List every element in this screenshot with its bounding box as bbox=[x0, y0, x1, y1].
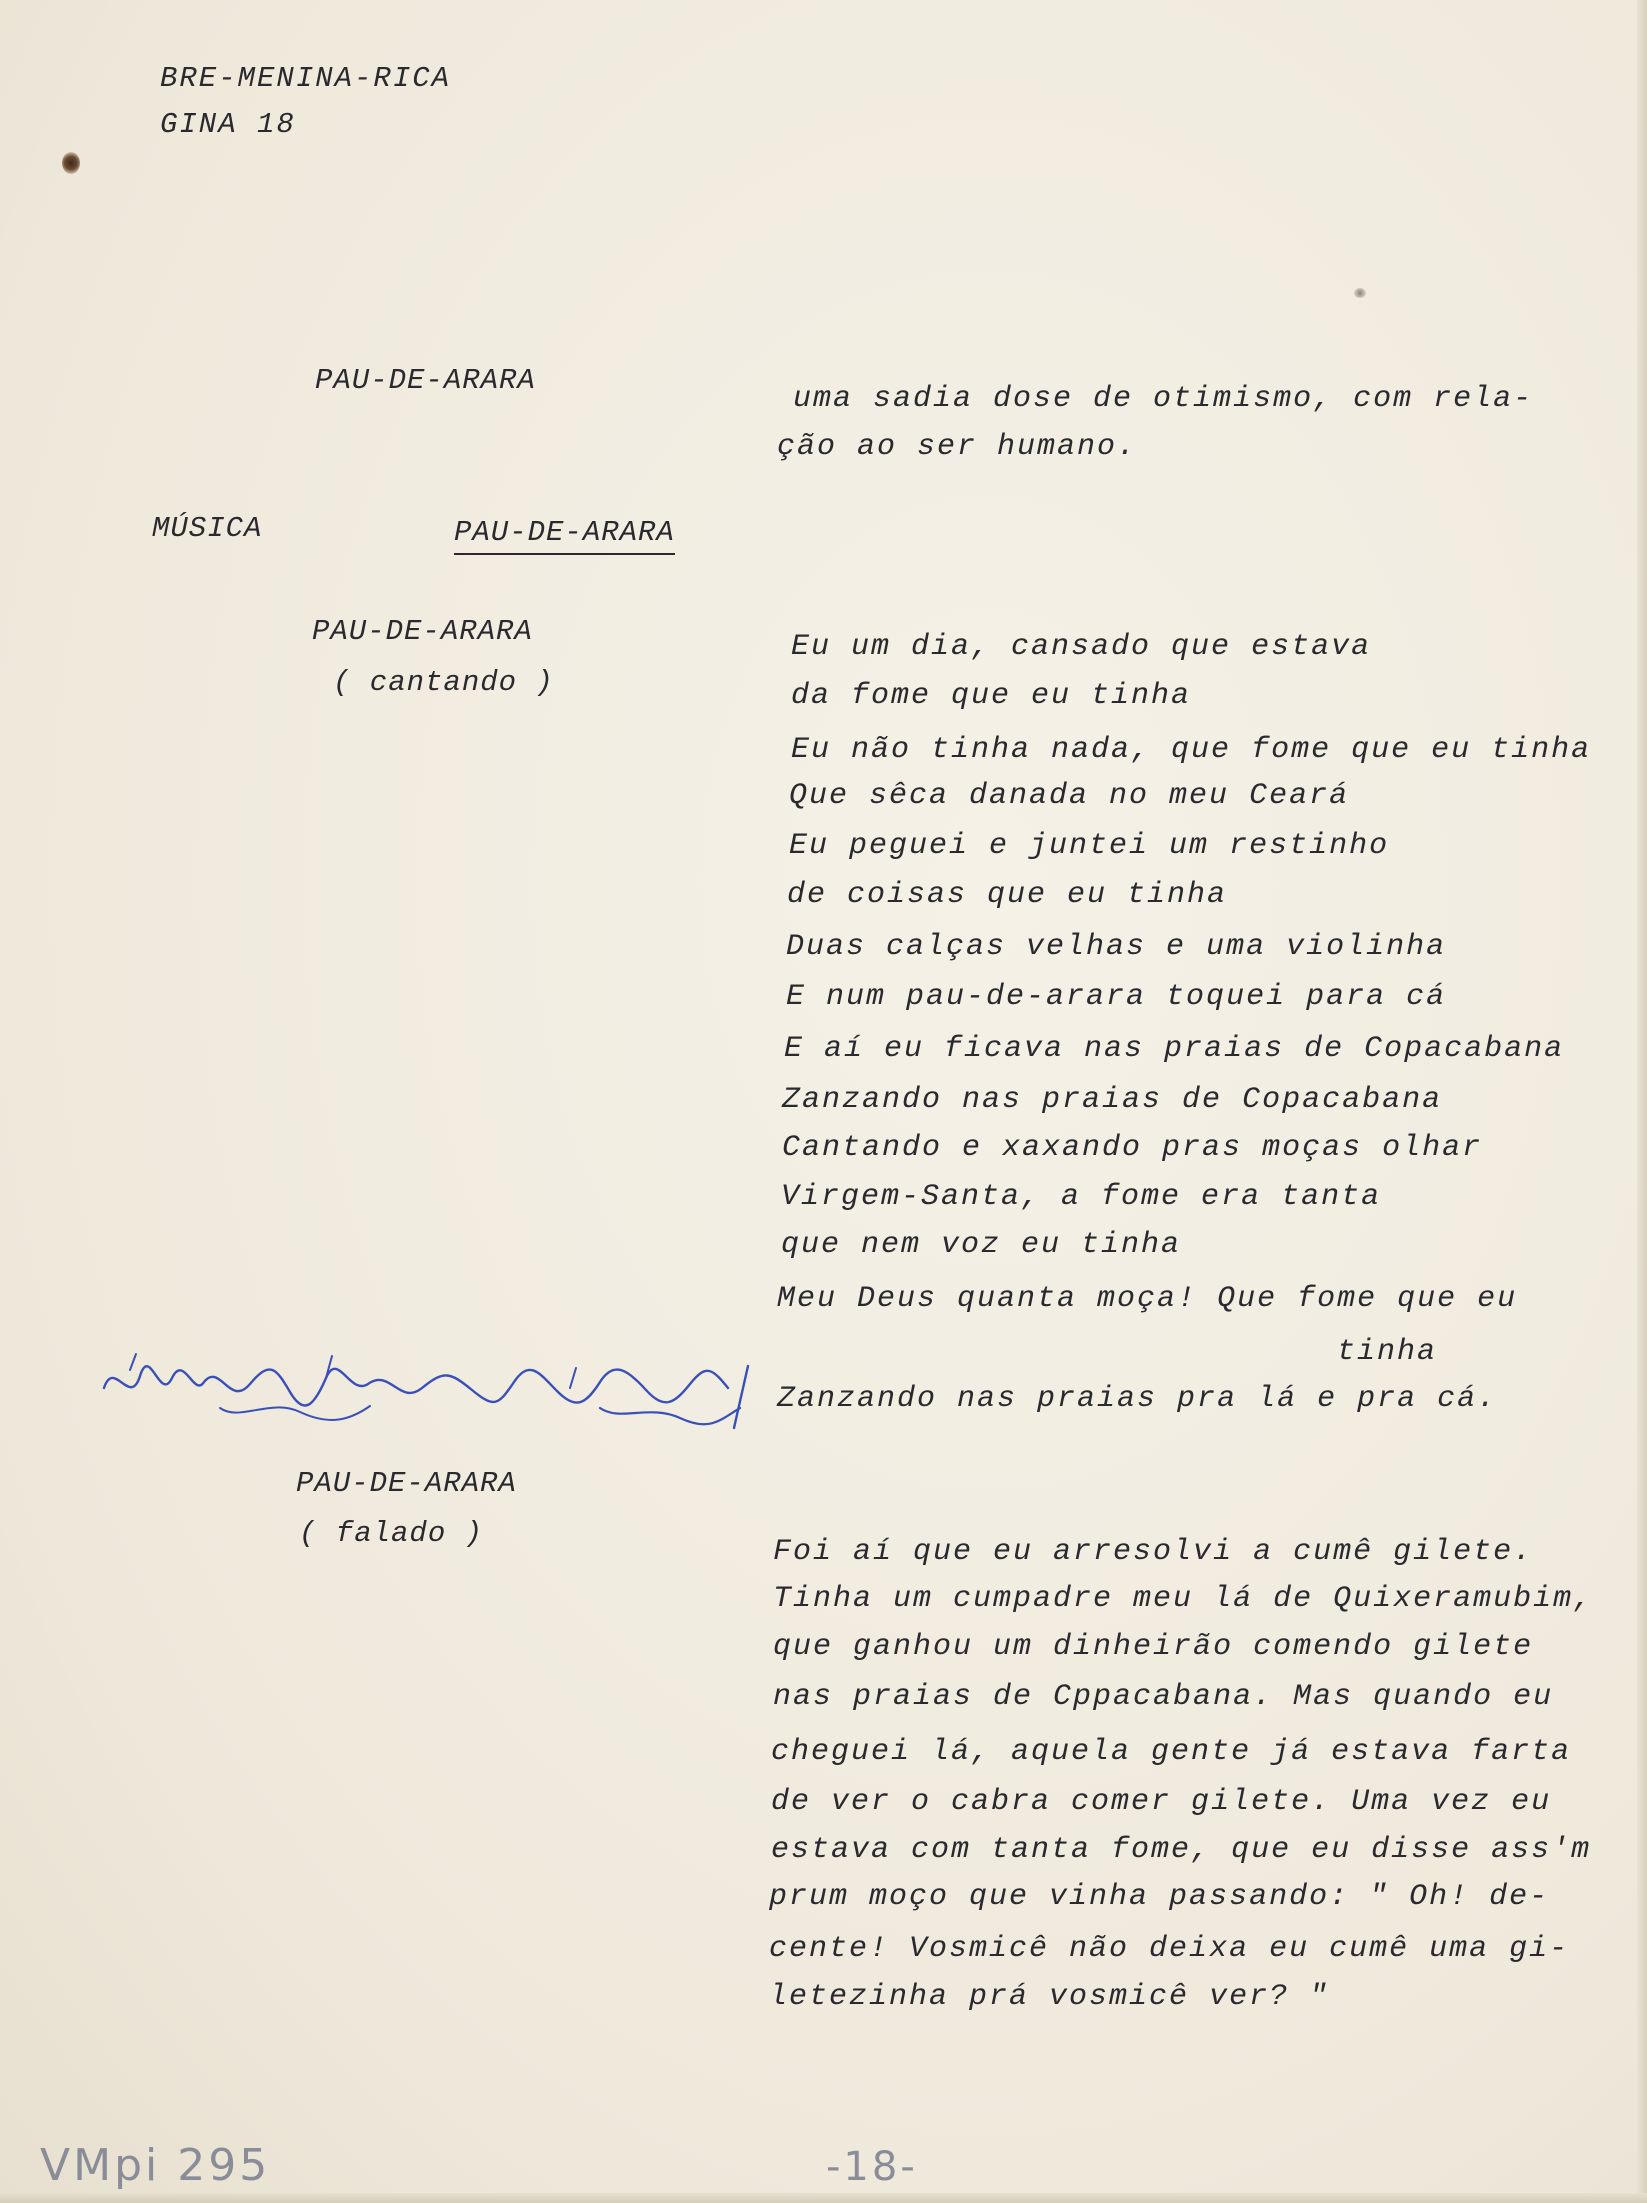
song-line: Virgem-Santa, a fome era tanta bbox=[781, 1180, 1382, 1214]
dialogue-line: letezinha prá vosmicê ver? " bbox=[769, 1980, 1330, 2014]
song-line: da fome que eu tinha bbox=[791, 679, 1192, 713]
dialogue-line: ção ao ser humano. bbox=[777, 430, 1138, 464]
stage-direction: ( cantando ) bbox=[333, 666, 554, 699]
song-line: de coisas que eu tinha bbox=[787, 878, 1228, 912]
song-line: Eu peguei e juntei um restinho bbox=[789, 829, 1390, 863]
music-title: PAU-DE-ARARA bbox=[454, 516, 675, 555]
dialogue-line: de ver o cabra comer gilete. Uma vez eu bbox=[771, 1785, 1552, 1819]
song-line: Eu um dia, cansado que estava bbox=[791, 630, 1372, 664]
dialogue-line: estava com tanta fome, que eu disse ass'm bbox=[771, 1833, 1592, 1867]
page-mark: -18- bbox=[826, 2144, 918, 2190]
handwritten-annotation bbox=[100, 1348, 760, 1430]
song-line: que nem voz eu tinha bbox=[781, 1228, 1182, 1262]
stage-direction: ( falado ) bbox=[299, 1517, 484, 1550]
song-line: E aí eu ficava nas praias de Copacabana bbox=[784, 1032, 1565, 1066]
script-title: BRE-MENINA-RICA bbox=[160, 62, 452, 95]
dialogue-line: uma sadia dose de otimismo, com rela- bbox=[793, 382, 1534, 416]
dialogue-line: Tinha um cumpadre meu lá de Quixeramubim, bbox=[773, 1582, 1594, 1616]
archive-code: VMpi 295 bbox=[40, 2140, 271, 2191]
dialogue-line: prum moço que vinha passando: " Oh! de- bbox=[769, 1880, 1550, 1914]
page-number-header: GINA 18 bbox=[160, 108, 296, 141]
page-edge bbox=[0, 2193, 1647, 2203]
song-line: Eu não tinha nada, que fome que eu tinha bbox=[791, 733, 1592, 767]
speaker-name: PAU-DE-ARARA bbox=[312, 615, 533, 648]
page-edge bbox=[1637, 0, 1647, 2203]
song-line: tinha bbox=[1337, 1335, 1438, 1369]
dialogue-line: nas praias de Cppacabana. Mas quando eu bbox=[773, 1680, 1554, 1714]
dialogue-line: cente! Vosmicê não deixa eu cumê uma gi- bbox=[769, 1932, 1570, 1966]
song-line: Cantando e xaxando pras moças olhar bbox=[782, 1131, 1483, 1165]
dialogue-line: cheguei lá, aquela gente já estava farta bbox=[771, 1735, 1572, 1769]
speaker-name: PAU-DE-ARARA bbox=[296, 1467, 517, 1500]
song-line: Zanzando nas praias pra lá e pra cá. bbox=[777, 1382, 1498, 1416]
ink-stain bbox=[62, 152, 80, 174]
song-line: Meu Deus quanta moça! Que fome que eu bbox=[777, 1282, 1518, 1316]
speaker-name: PAU-DE-ARARA bbox=[315, 364, 536, 397]
ink-stain bbox=[1354, 288, 1366, 298]
song-line: Que sêca danada no meu Ceará bbox=[789, 779, 1350, 813]
dialogue-line: que ganhou um dinheirão comendo gilete bbox=[773, 1630, 1534, 1664]
dialogue-line: Foi aí que eu arresolvi a cumê gilete. bbox=[773, 1535, 1534, 1569]
music-label: MÚSICA bbox=[152, 512, 263, 545]
song-line: Zanzando nas praias de Copacabana bbox=[782, 1083, 1443, 1117]
song-line: Duas calças velhas e uma violinha bbox=[786, 930, 1447, 964]
song-line: E num pau-de-arara toquei para cá bbox=[786, 980, 1447, 1014]
